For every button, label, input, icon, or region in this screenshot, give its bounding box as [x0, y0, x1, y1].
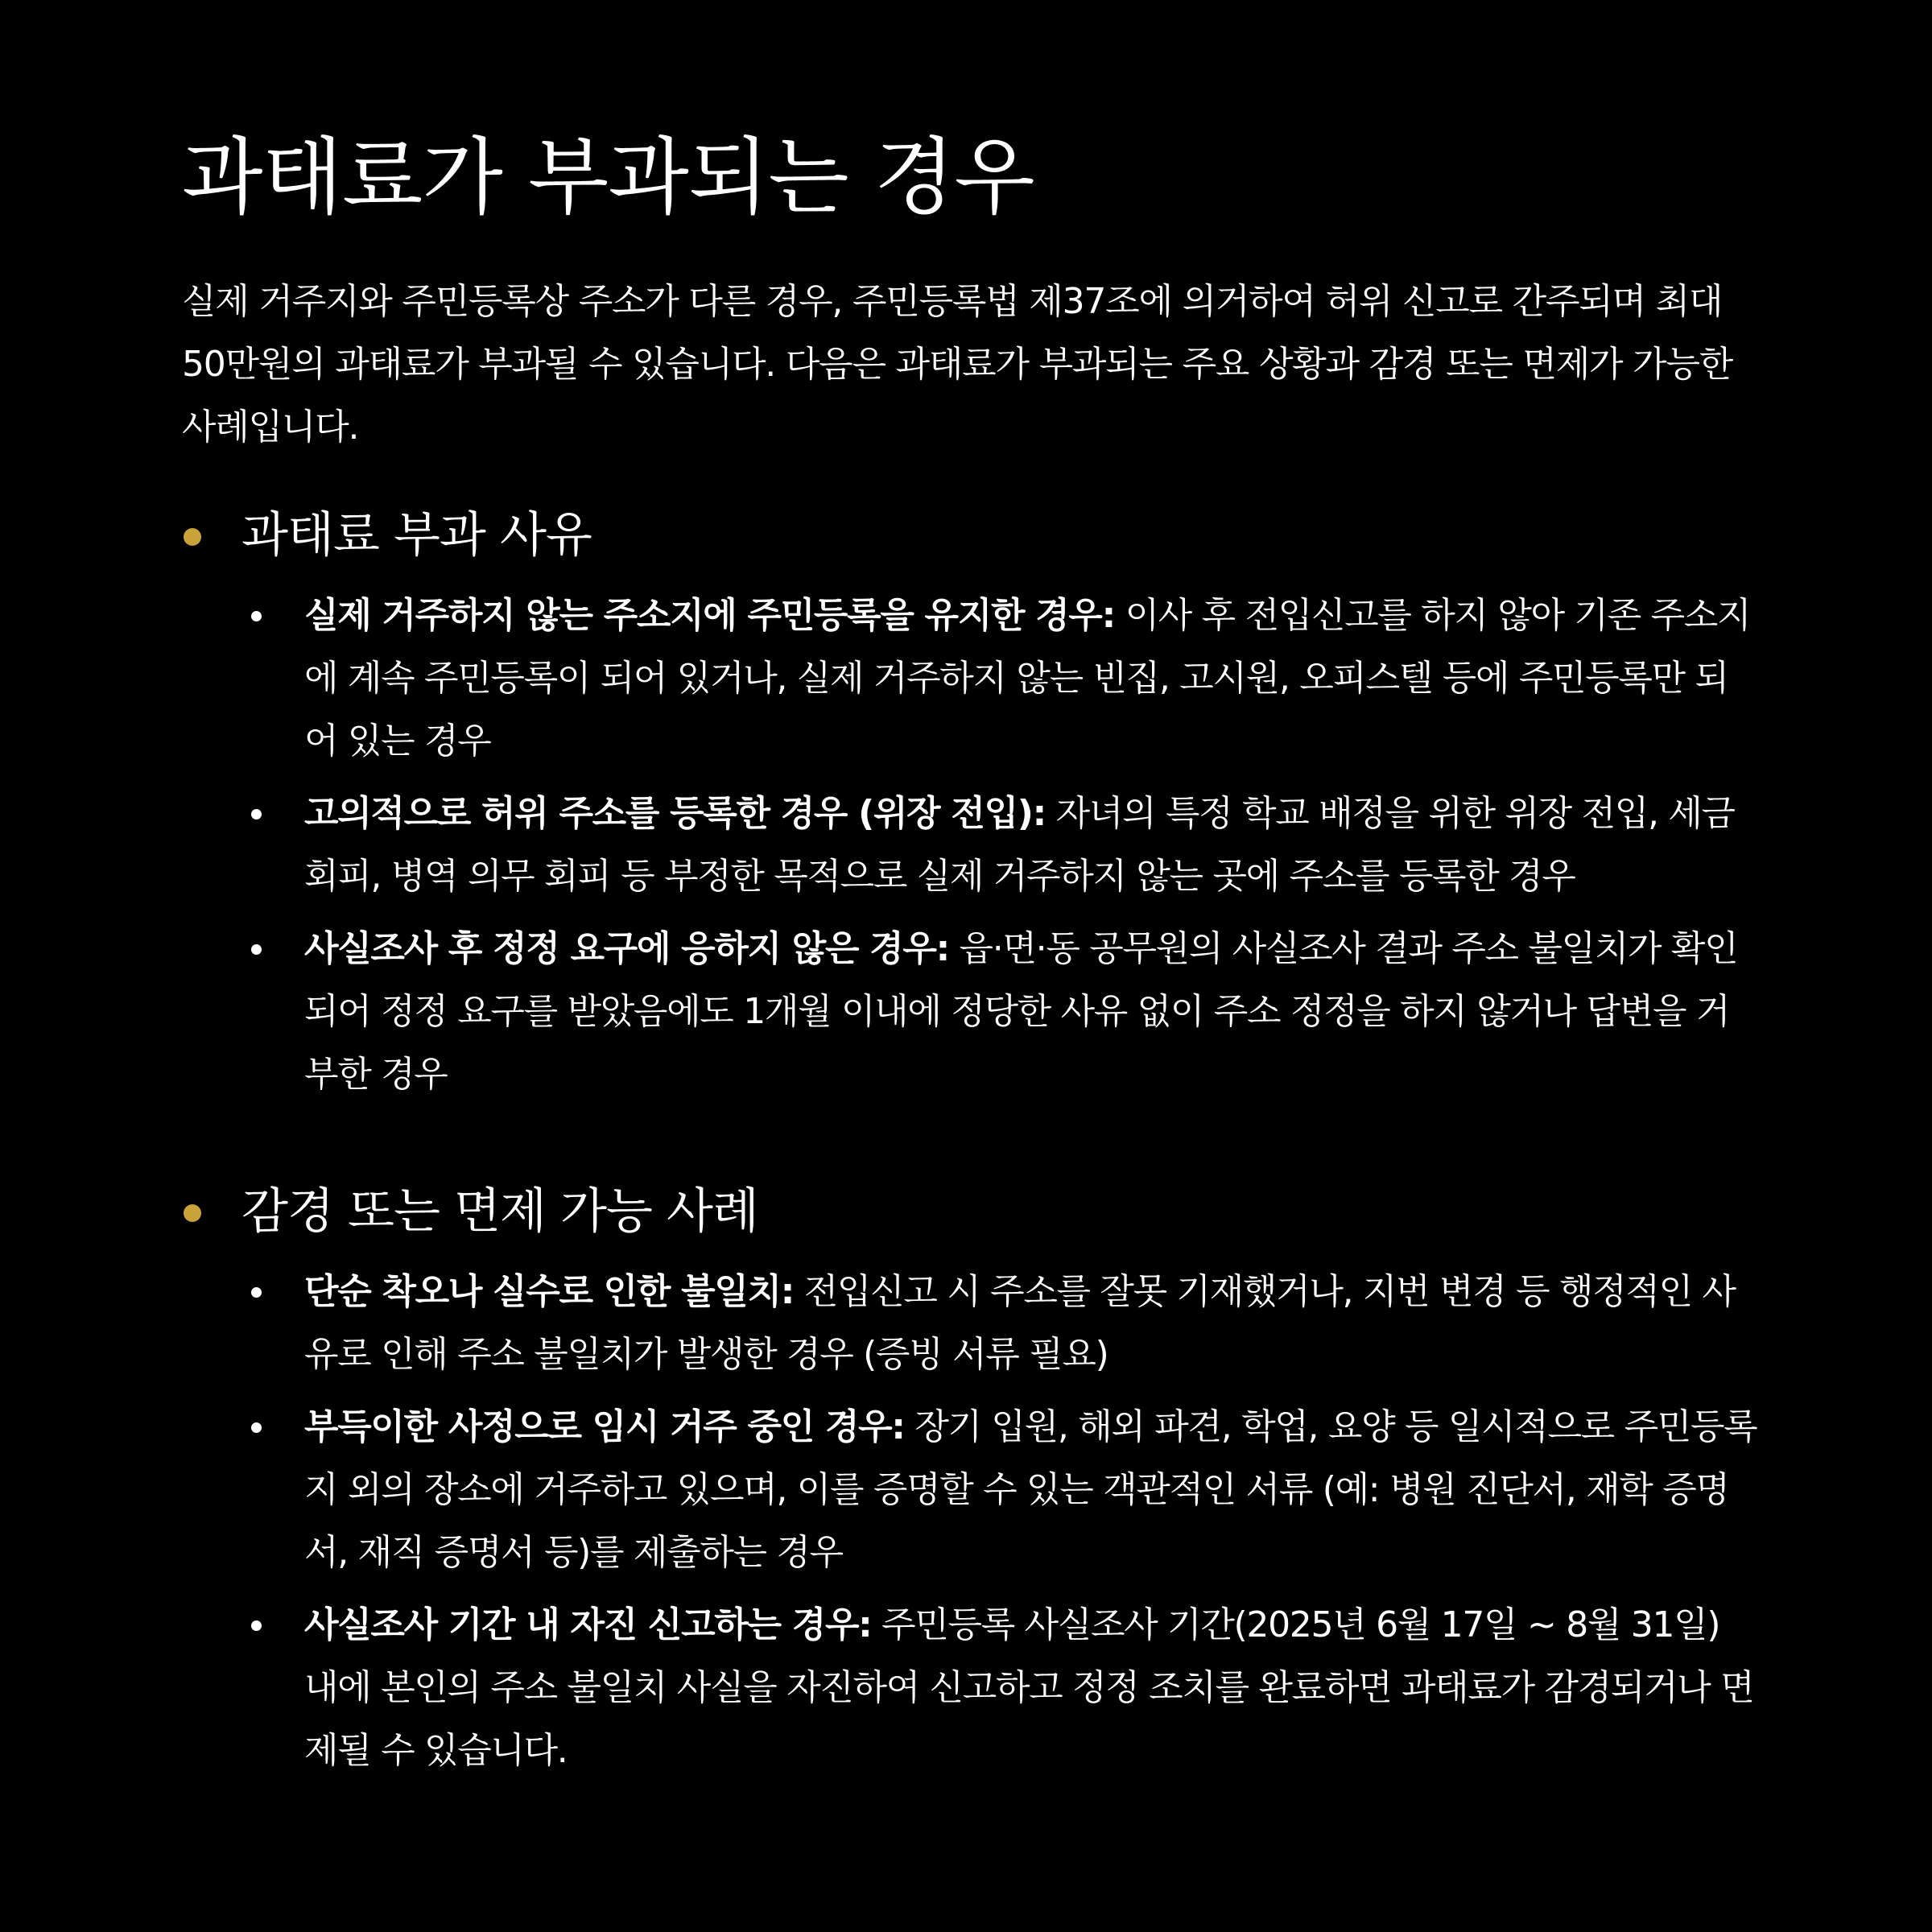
gold-bullet-icon	[184, 528, 201, 546]
item-text: 주민등록 사실조사 기간(2025년 6월 17일 ~ 8월 31일) 내에 본인의 주소 불일치 사실을 자진하여 신고하고 정정 조치를 완료하면 과태료가 감경되거나 면제될 수 있습니다.	[304, 1604, 1754, 1771]
item-heading: 사실조사 기간 내 자진 신고하는 경우:	[304, 1604, 872, 1645]
item-heading: 단순 착오나 실수로 인한 불일치:	[304, 1271, 795, 1312]
bullet-icon	[251, 809, 262, 819]
gold-bullet-icon	[184, 1204, 201, 1222]
item-text: 자녀의 특정 학교 배정을 위한 위장 전입, 세금 회피, 병역 의무 회피 등 부정한 목적으로 실제 거주하지 않는 곳에 주소를 등록한 경우	[304, 793, 1735, 897]
bullet-icon	[251, 944, 262, 955]
item-text: 장기 입원, 해외 파견, 학업, 요양 등 일시적으로 주민등록지 외의 장소에 거주하고 있으며, 이를 증명할 수 있는 객관적인 서류 (예: 병원 진단서, 재학 증명서, 재직 증명서 등)를 제출하는 경우	[304, 1406, 1757, 1573]
list-item	[182, 1261, 1760, 1386]
item-heading: 고의적으로 허위 주소를 등록한 경우 (위장 전입):	[304, 793, 1046, 834]
document	[182, 121, 1760, 1782]
item-heading: 부득이한 사정으로 임시 거주 중인 경우:	[304, 1406, 905, 1447]
page-title: 과태료가 부과되는 경우	[182, 128, 1034, 226]
section-heading	[182, 1174, 1760, 1249]
list-item	[182, 782, 1760, 908]
bullet-icon	[251, 1620, 262, 1631]
list-item	[182, 918, 1760, 1106]
item-list	[182, 584, 1760, 1106]
section-heading-text: 감경 또는 면제 가능 사례	[242, 1183, 758, 1240]
list-item	[182, 584, 1760, 773]
item-heading: 실제 거주하지 않는 주소지에 주민등록을 유지한 경우:	[304, 595, 1115, 636]
section-heading	[182, 497, 1760, 573]
bullet-icon	[251, 1422, 262, 1433]
section-reduction-cases	[182, 1174, 1760, 1782]
bullet-icon	[251, 611, 262, 621]
intro-paragraph: 실제 거주지와 주민등록상 주소가 다른 경우, 주민등록법 제37조에 의거하여 허위 신고로 간주되며 최대 50만원의 과태료가 부과될 수 있습니다. 다음은 과태료가 부과되는 주요 상황과 감경 또는 면제가 가능한 사례입니다.	[182, 281, 1733, 448]
item-text: 읍·면·동 공무원의 사실조사 결과 주소 불일치가 확인되어 정정 요구를 받았음에도 1개월 이내에 정당한 사유 없이 주소 정정을 하지 않거나 답변을 거부한 경우	[304, 928, 1738, 1095]
item-text: 전입신고 시 주소를 잘못 기재했거나, 지번 변경 등 행정적인 사유로 인해 주소 불일치가 발생한 경우 (증빙 서류 필요)	[304, 1271, 1736, 1375]
list-item	[182, 1396, 1760, 1584]
section-heading-text: 과태료 부과 사유	[242, 507, 592, 564]
item-heading: 사실조사 후 정정 요구에 응하지 않은 경우:	[304, 928, 949, 969]
item-text: 이사 후 전입신고를 하지 않아 기존 주소지에 계속 주민등록이 되어 있거나, 실제 거주하지 않는 빈집, 고시원, 오피스텔 등에 주민등록만 되어 있는 경우	[304, 595, 1751, 762]
list-item	[182, 1594, 1760, 1782]
section-penalty-reasons	[182, 497, 1760, 1106]
bullet-icon	[251, 1287, 262, 1298]
item-list	[182, 1261, 1760, 1782]
